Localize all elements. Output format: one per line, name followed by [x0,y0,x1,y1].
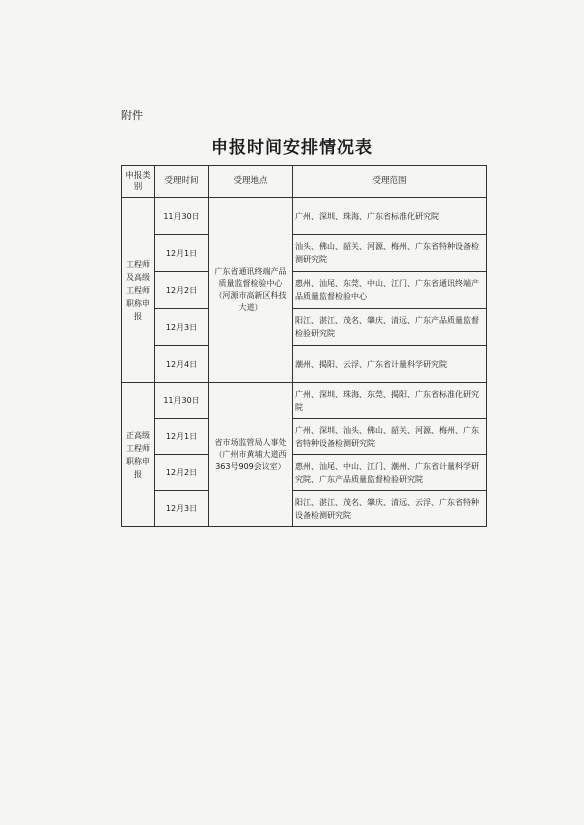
date-cell: 12月3日 [155,309,209,346]
place-cell: 省市场监管局人事处（广州市黄埔大道西363号909会议室） [209,383,293,527]
scope-cell: 广州、深圳、汕头、佛山、韶关、河源、梅州、广东省特种设备检测研究院 [293,419,487,455]
attachment-label: 附件 [121,109,143,122]
table-row [122,309,487,346]
table-row [122,455,487,491]
date-cell: 12月2日 [155,455,209,491]
place-cell: 广东省通讯终端产品质量监督检验中心（河源市高新区科技大道） [209,198,293,383]
header-time: 受理时间 [155,166,209,198]
scope-cell: 惠州、汕尾、中山、江门、潮州、广东省计量科学研究院、广东产品质量监督检验研究院 [293,455,487,491]
date-cell: 12月1日 [155,235,209,272]
table-header-row [122,166,487,198]
table-row [122,383,487,419]
scope-cell: 阳江、湛江、茂名、肇庆、清远、广东产品质量监督检验研究院 [293,309,487,346]
date-cell: 11月30日 [155,198,209,235]
scope-cell: 广州、深圳、珠海、东莞、揭阳、广东省标准化研究院 [293,383,487,419]
header-place: 受理地点 [209,166,293,198]
date-cell: 12月3日 [155,491,209,527]
table-row [122,198,487,235]
table-row [122,346,487,383]
scope-cell: 汕头、佛山、韶关、河源、梅州、广东省特种设备检测研究院 [293,235,487,272]
header-scope: 受理范围 [293,166,487,198]
date-cell: 12月2日 [155,272,209,309]
date-cell: 12月1日 [155,419,209,455]
table-row [122,491,487,527]
scope-cell: 阳江、湛江、茂名、肇庆、清远、云浮、广东省特种设备检测研究院 [293,491,487,527]
category-cell: 正高级工程师职称申报 [122,383,155,527]
table-row [122,235,487,272]
table-row [122,272,487,309]
scope-cell: 惠州、汕尾、东莞、中山、江门、广东省通讯终端产品质量监督检验中心 [293,272,487,309]
table-row [122,419,487,455]
category-cell: 工程师及高级工程师职称申报 [122,198,155,383]
date-cell: 12月4日 [155,346,209,383]
scope-cell: 广州、深圳、珠海、广东省标准化研究院 [293,198,487,235]
date-cell: 11月30日 [155,383,209,419]
schedule-table [121,165,487,527]
header-category: 申报类别 [122,166,155,198]
scope-cell: 潮州、揭阳、云浮、广东省计量科学研究院 [293,346,487,383]
page-title: 申报时间安排情况表 [211,138,373,158]
